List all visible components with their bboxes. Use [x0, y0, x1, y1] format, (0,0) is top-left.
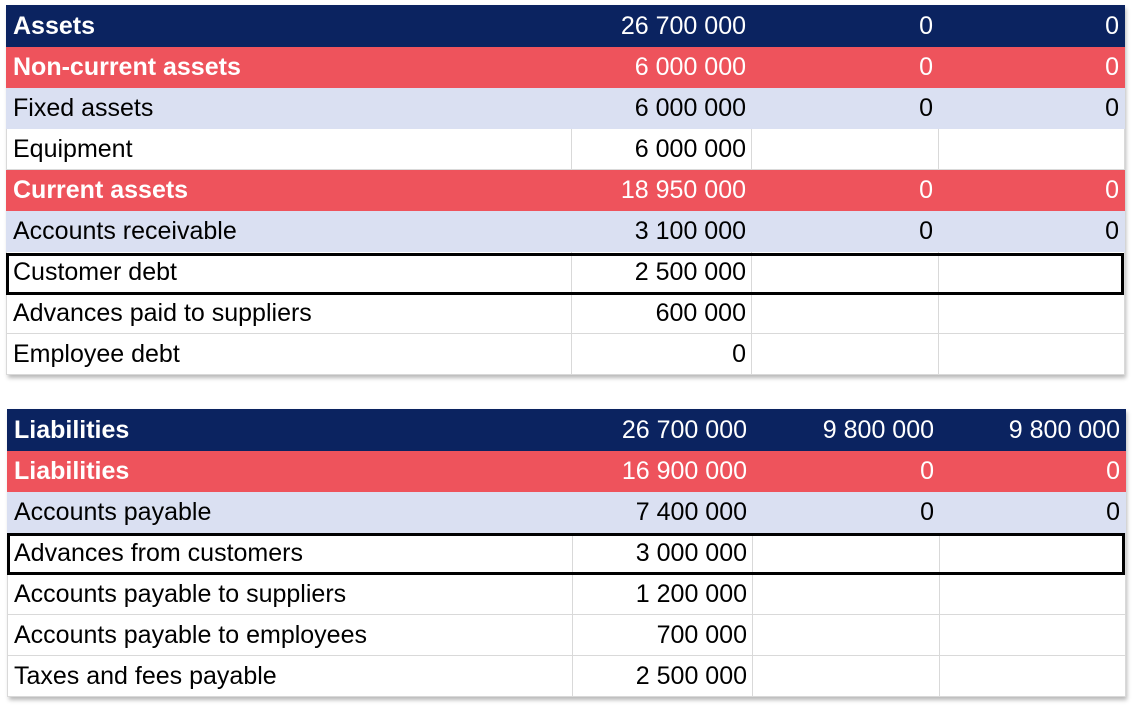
value-cell[interactable]: 0 [939, 170, 1125, 211]
row-label[interactable]: Non-current assets [7, 47, 572, 88]
liabilities-table-block [7, 409, 1125, 697]
value-cell[interactable]: 0 [939, 47, 1125, 88]
value-cell[interactable]: 3 100 000 [572, 211, 752, 252]
value-cell[interactable] [752, 129, 939, 170]
value-cell[interactable] [939, 334, 1125, 375]
value-cell[interactable] [940, 656, 1126, 697]
value-cell[interactable]: 9 800 000 [940, 410, 1126, 451]
value-cell[interactable]: 9 800 000 [753, 410, 940, 451]
row-label[interactable]: Fixed assets [7, 88, 572, 129]
value-cell[interactable] [752, 293, 939, 334]
row-label[interactable]: Customer debt [7, 252, 572, 293]
row-label[interactable]: Accounts receivable [7, 211, 572, 252]
employee-debt-row[interactable] [7, 334, 1125, 375]
row-label[interactable]: Taxes and fees payable [8, 656, 573, 697]
row-label[interactable]: Employee debt [7, 334, 572, 375]
value-cell[interactable] [753, 533, 940, 574]
value-cell[interactable]: 600 000 [572, 293, 752, 334]
value-cell[interactable] [939, 252, 1125, 293]
value-cell[interactable] [753, 656, 940, 697]
value-cell[interactable] [752, 334, 939, 375]
fixed-assets-row[interactable] [7, 88, 1125, 129]
value-cell[interactable]: 0 [752, 211, 939, 252]
assets-table [6, 5, 1125, 375]
value-cell[interactable] [752, 252, 939, 293]
liabilities-header-row[interactable] [8, 410, 1126, 451]
row-label[interactable]: Assets [7, 6, 572, 47]
row-label[interactable]: Equipment [7, 129, 572, 170]
liabilities-section-row[interactable] [8, 451, 1126, 492]
value-cell[interactable]: 26 700 000 [573, 410, 753, 451]
taxes-and-fees-payable-row[interactable] [8, 656, 1126, 697]
row-label[interactable]: Accounts payable [8, 492, 573, 533]
value-cell[interactable]: 2 500 000 [572, 252, 752, 293]
value-cell[interactable] [753, 574, 940, 615]
row-label[interactable]: Liabilities [8, 410, 573, 451]
row-label[interactable]: Liabilities [8, 451, 573, 492]
assets-header-row[interactable] [7, 6, 1125, 47]
equipment-row[interactable] [7, 129, 1125, 170]
value-cell[interactable]: 0 [752, 88, 939, 129]
current-assets-row[interactable] [7, 170, 1125, 211]
row-label[interactable]: Current assets [7, 170, 572, 211]
accounts-receivable-row[interactable] [7, 211, 1125, 252]
value-cell[interactable]: 0 [939, 211, 1125, 252]
non-current-assets-row[interactable] [7, 47, 1125, 88]
assets-table-block [6, 5, 1124, 375]
value-cell[interactable]: 6 000 000 [572, 88, 752, 129]
value-cell[interactable]: 0 [752, 6, 939, 47]
accounts-payable-to-suppliers-row[interactable] [8, 574, 1126, 615]
value-cell[interactable]: 0 [940, 451, 1126, 492]
value-cell[interactable]: 3 000 000 [573, 533, 753, 574]
value-cell[interactable]: 7 400 000 [573, 492, 753, 533]
value-cell[interactable]: 16 900 000 [573, 451, 753, 492]
value-cell[interactable]: 2 500 000 [573, 656, 753, 697]
value-cell[interactable]: 700 000 [573, 615, 753, 656]
advances-paid-to-suppliers-row[interactable] [7, 293, 1125, 334]
value-cell[interactable] [940, 574, 1126, 615]
value-cell[interactable] [753, 615, 940, 656]
row-label[interactable]: Advances paid to suppliers [7, 293, 572, 334]
value-cell[interactable] [939, 293, 1125, 334]
value-cell[interactable]: 6 000 000 [572, 47, 752, 88]
row-label[interactable]: Accounts payable to employees [8, 615, 573, 656]
value-cell[interactable]: 0 [752, 47, 939, 88]
value-cell[interactable]: 0 [940, 492, 1126, 533]
value-cell[interactable]: 0 [939, 6, 1125, 47]
value-cell[interactable] [940, 615, 1126, 656]
liabilities-table [7, 409, 1126, 697]
value-cell[interactable]: 0 [939, 88, 1125, 129]
value-cell[interactable]: 0 [753, 492, 940, 533]
accounts-payable-to-employees-row[interactable] [8, 615, 1126, 656]
row-label[interactable]: Accounts payable to suppliers [8, 574, 573, 615]
value-cell[interactable] [939, 129, 1125, 170]
value-cell[interactable]: 0 [752, 170, 939, 211]
advances-from-customers-row[interactable] [8, 533, 1126, 574]
value-cell[interactable] [940, 533, 1126, 574]
value-cell[interactable]: 26 700 000 [572, 6, 752, 47]
customer-debt-row[interactable] [7, 252, 1125, 293]
row-label[interactable]: Advances from customers [8, 533, 573, 574]
value-cell[interactable]: 6 000 000 [572, 129, 752, 170]
value-cell[interactable]: 0 [753, 451, 940, 492]
value-cell[interactable]: 18 950 000 [572, 170, 752, 211]
value-cell[interactable]: 1 200 000 [573, 574, 753, 615]
value-cell[interactable]: 0 [572, 334, 752, 375]
accounts-payable-row[interactable] [8, 492, 1126, 533]
